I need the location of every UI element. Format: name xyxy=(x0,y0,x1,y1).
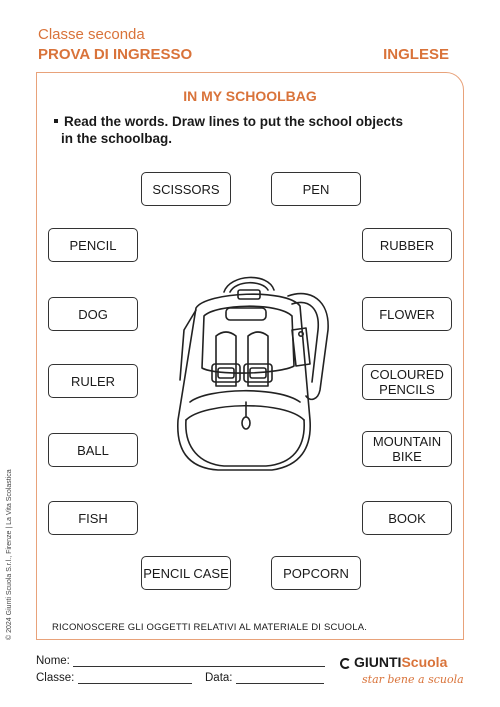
word-box-flower[interactable]: FLOWER xyxy=(362,297,452,331)
giunti-logo-icon xyxy=(340,658,351,669)
objective-text: RICONOSCERE GLI OGGETTI RELATIVI AL MATERIALE DI SCUOLA. xyxy=(52,622,368,633)
class-label: Classe seconda xyxy=(38,26,145,43)
copyright-text: © 2024 Giunti Scuola S.r.l., Firenze | La Vita Scolastica xyxy=(6,469,13,640)
instruction xyxy=(52,113,432,147)
word-box-popcorn[interactable]: POPCORN xyxy=(271,556,361,590)
brand-name-a: GIUNTI xyxy=(354,654,402,670)
word-box-ball[interactable]: BALL xyxy=(48,433,138,467)
activity-title: IN MY SCHOOLBAG xyxy=(183,88,317,104)
date-label: Data: xyxy=(205,672,233,684)
date-line[interactable] xyxy=(236,673,324,684)
date-field[interactable] xyxy=(205,672,324,684)
class-field[interactable] xyxy=(36,672,192,684)
word-box-book[interactable]: BOOK xyxy=(362,501,452,535)
coloured-pencils-line-1: COLOURED xyxy=(370,367,444,382)
test-label: PROVA DI INGRESSO xyxy=(38,46,193,63)
brand-tagline: star bene a scuola xyxy=(362,673,464,686)
name-line[interactable] xyxy=(73,656,325,667)
bullet-icon xyxy=(54,119,58,123)
word-box-pen[interactable]: PEN xyxy=(271,172,361,206)
word-box-pencil-case[interactable]: PENCIL CASE xyxy=(141,556,231,590)
word-box-scissors[interactable]: SCISSORS xyxy=(141,172,231,206)
mountain-bike-line-2: BIKE xyxy=(392,449,422,464)
word-box-fish[interactable]: FISH xyxy=(48,501,138,535)
class-line[interactable] xyxy=(78,673,192,684)
word-box-dog[interactable]: DOG xyxy=(48,297,138,331)
class-field-label: Classe: xyxy=(36,672,75,684)
name-label: Nome: xyxy=(36,655,70,667)
word-box-mountain-bike[interactable] xyxy=(362,431,452,467)
name-field[interactable] xyxy=(36,655,325,667)
coloured-pencils-line-2: PENCILS xyxy=(379,382,435,397)
schoolbag-illustration xyxy=(160,270,332,490)
word-box-coloured-pencils[interactable] xyxy=(362,364,452,400)
brand-logo xyxy=(340,654,447,670)
mountain-bike-line-1: MOUNTAIN xyxy=(372,434,442,449)
word-box-rubber[interactable]: RUBBER xyxy=(362,228,452,262)
brand-name-b: Scuola xyxy=(401,654,448,670)
word-box-ruler[interactable]: RULER xyxy=(48,364,138,398)
instruction-line-1: Read the words. Draw lines to put the school objects xyxy=(64,114,404,129)
word-box-pencil[interactable]: PENCIL xyxy=(48,228,138,262)
instruction-line-2: in the schoolbag. xyxy=(61,131,173,146)
subject-label: INGLESE xyxy=(383,46,449,63)
